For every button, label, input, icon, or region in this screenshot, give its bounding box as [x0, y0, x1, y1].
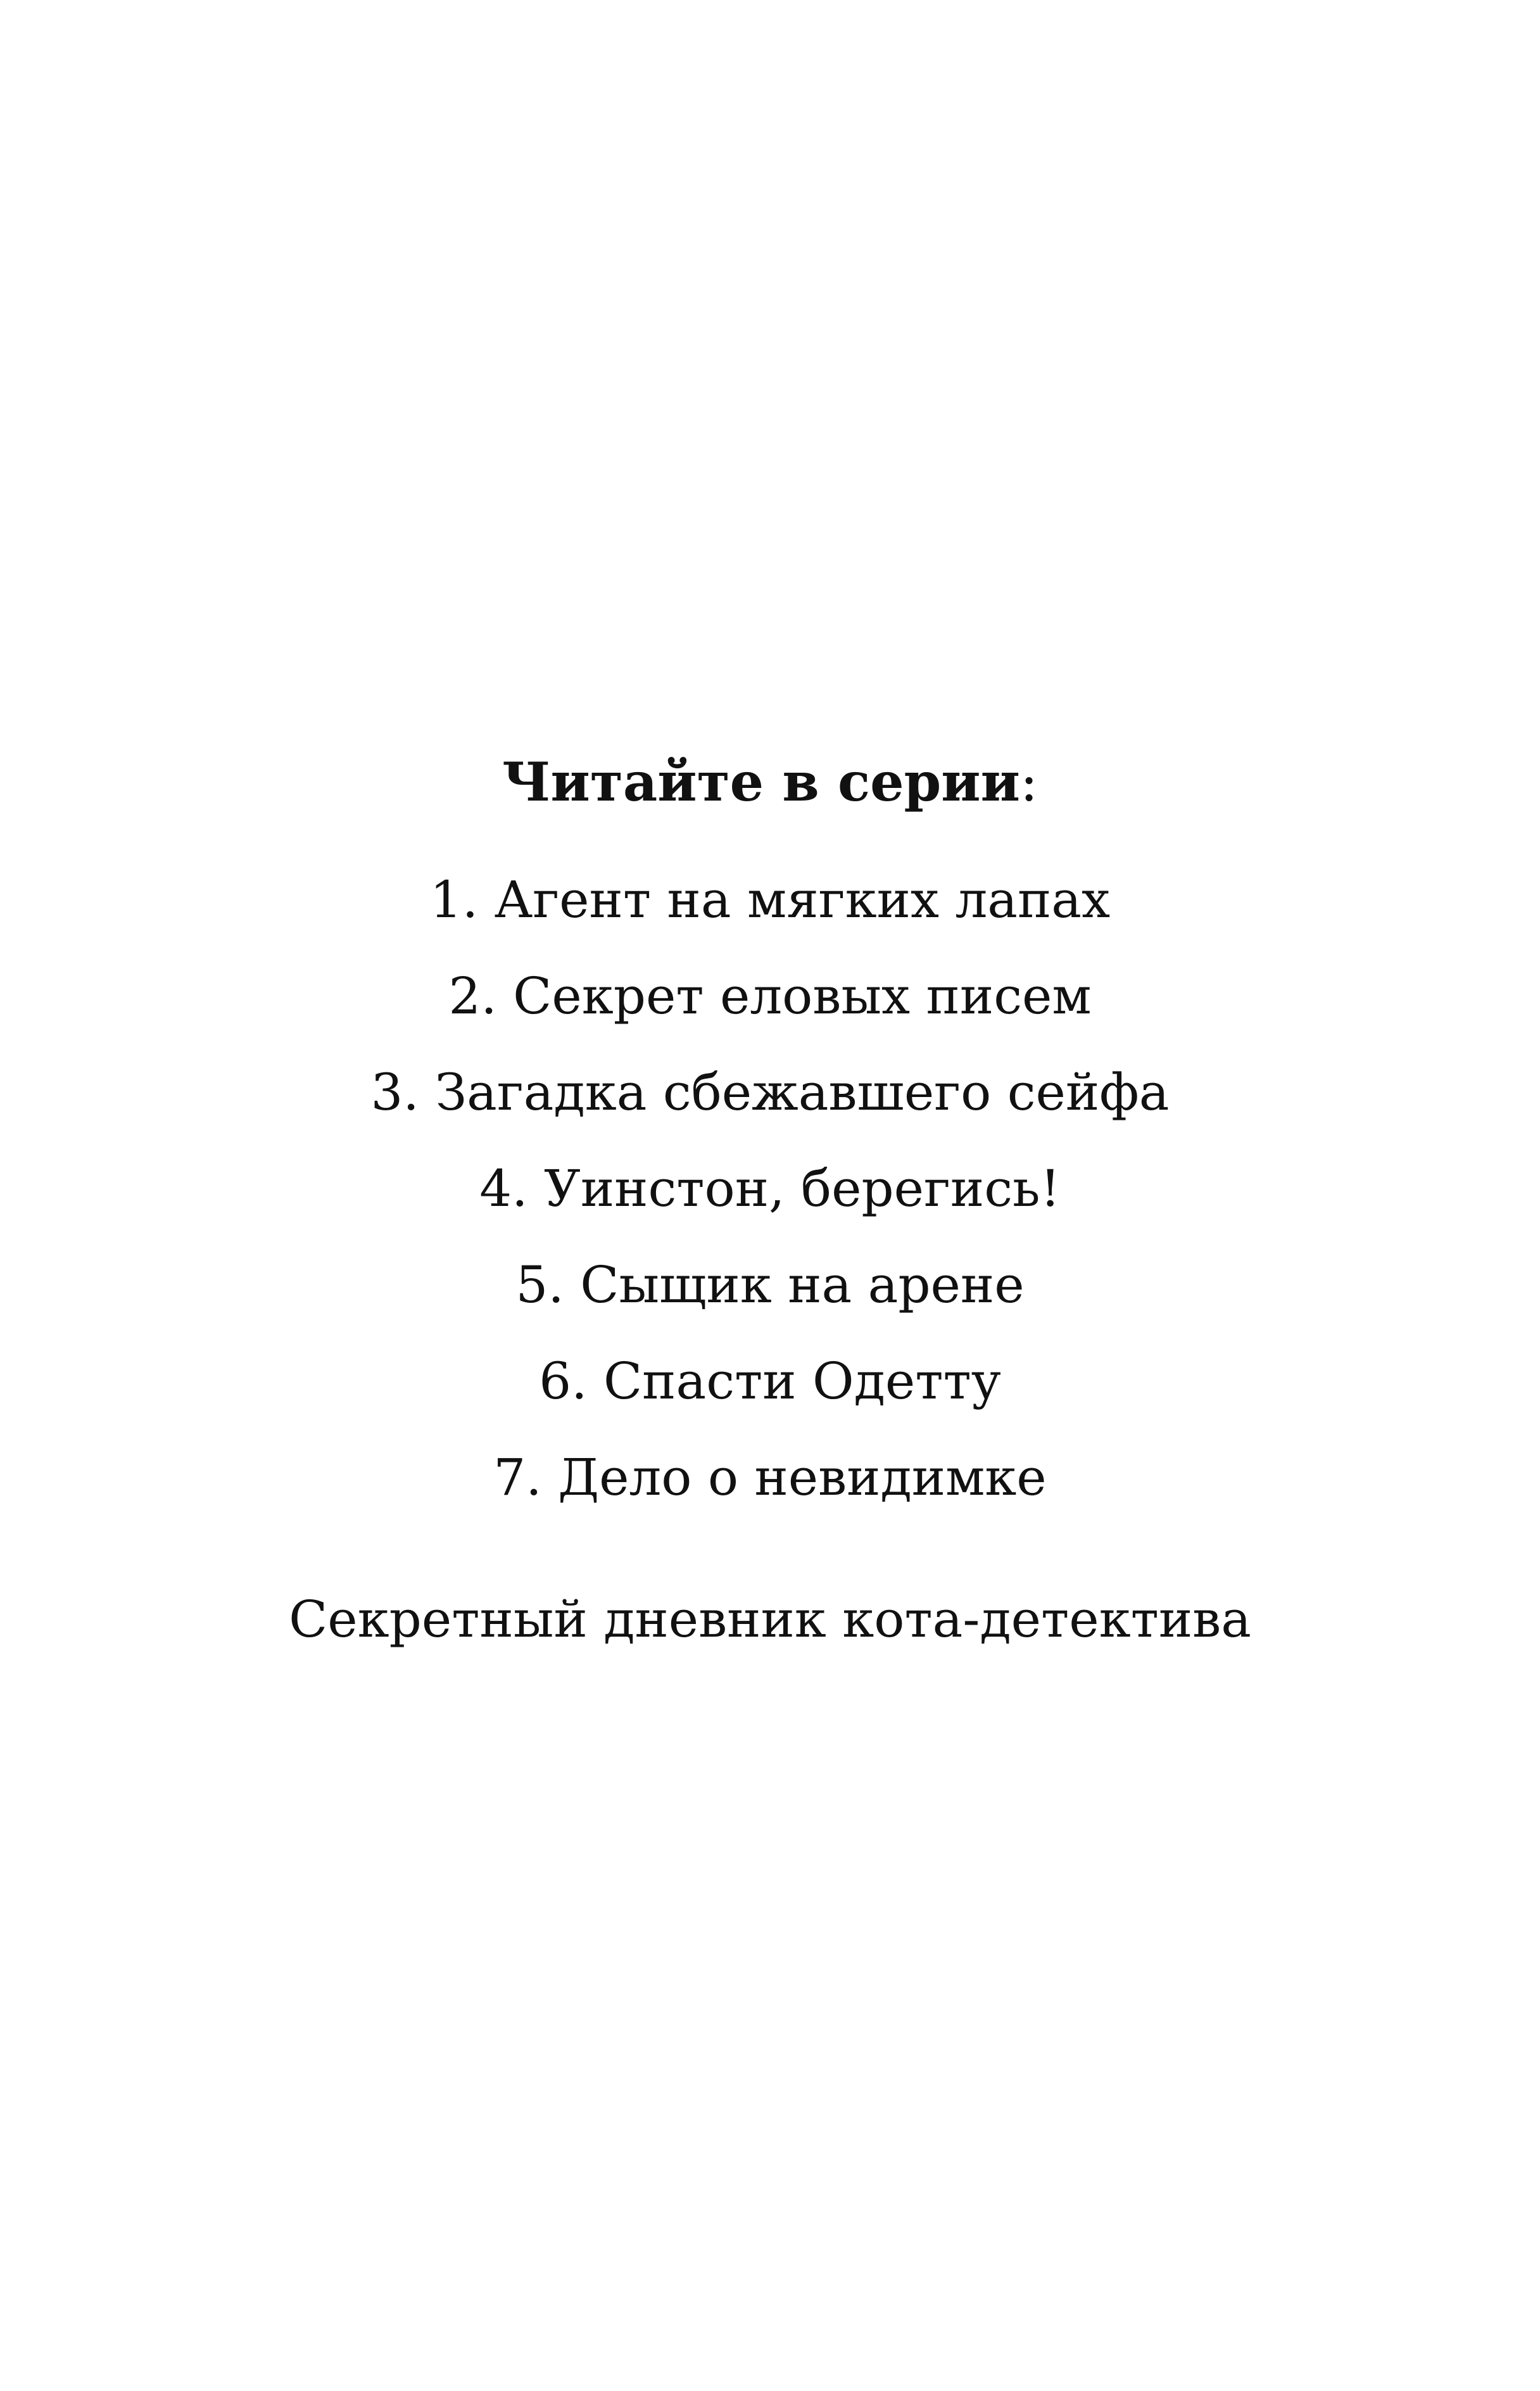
- series-heading-colon: :: [1019, 751, 1038, 813]
- series-heading-text: Читайте в серии: [502, 751, 1020, 813]
- series-item-2: 2. Секрет еловых писем: [448, 967, 1092, 1025]
- series-item-7: 7. Дело о невидимке: [493, 1448, 1047, 1507]
- series-heading: [0, 741, 1540, 823]
- series-list: [0, 852, 1540, 1526]
- series-item-6: 6. Спасти Одетту: [539, 1352, 1001, 1411]
- series-item-3: 3. Загадка сбежавшего сейфа: [370, 1063, 1170, 1122]
- other-series-title: Секретный дневник кота-детектива: [289, 1590, 1251, 1649]
- series-item-4: 4. Уинстон, берегись!: [479, 1159, 1061, 1218]
- series-item-5: 5. Сыщик на арене: [515, 1255, 1025, 1314]
- series-item-1: 1. Агент на мягких лапах: [429, 870, 1111, 929]
